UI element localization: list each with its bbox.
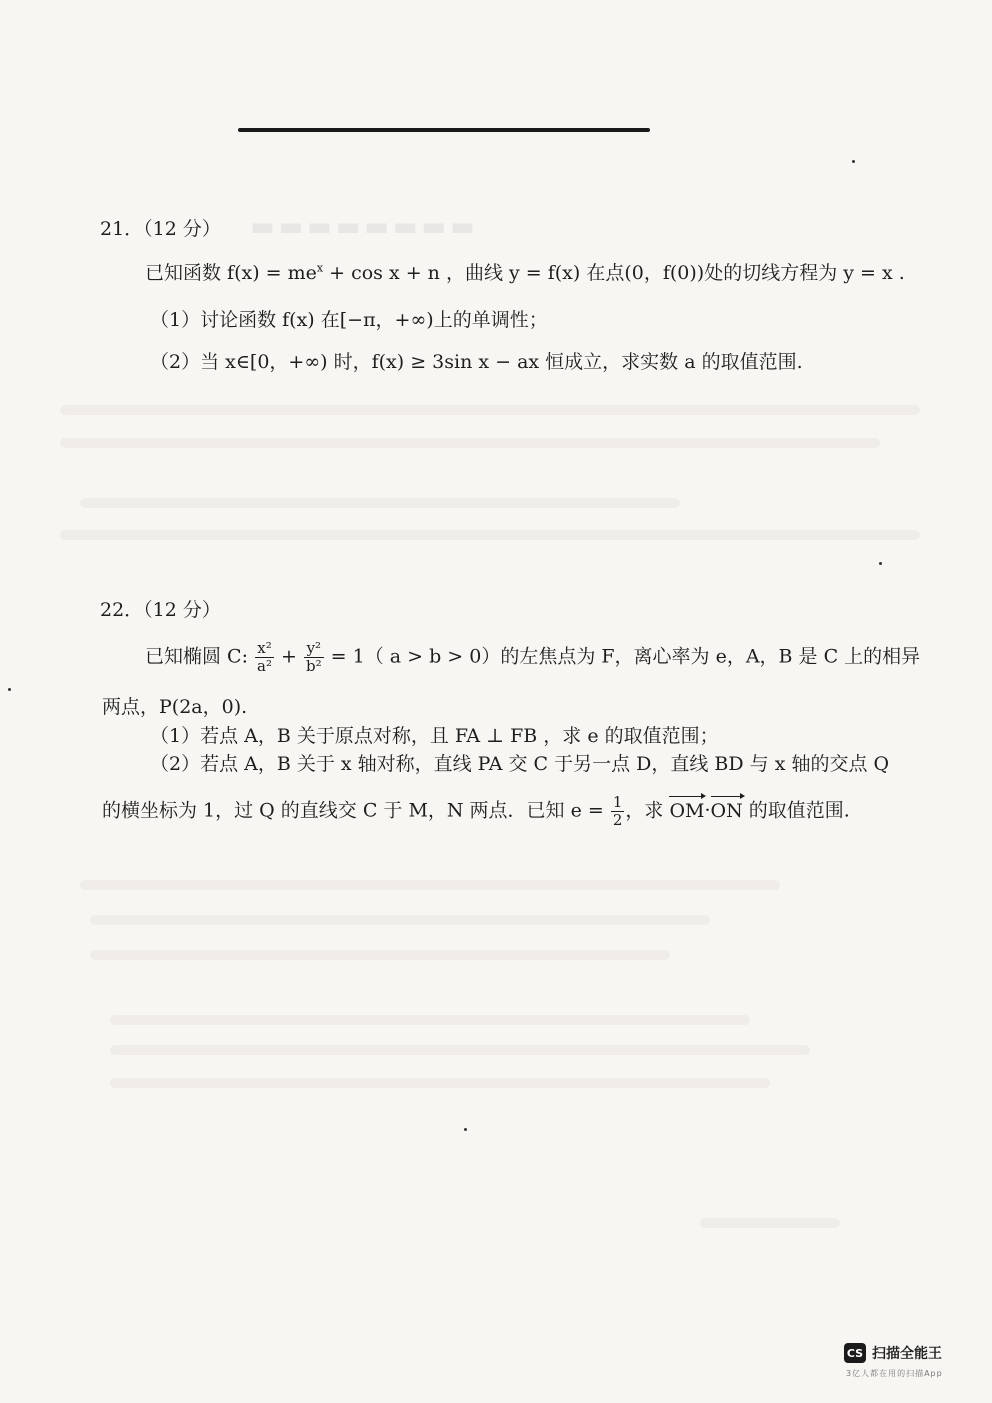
bleed-through-title: ▬▬▬▬▬▬▬▬ — [250, 212, 479, 242]
q22-part2-continued — [102, 794, 850, 829]
ellipse-x-fraction — [255, 640, 274, 675]
q21-part1: （1）讨论函数 f(x) 在[−π，+∞)上的单调性； — [150, 309, 548, 331]
bleed-through-line — [700, 1218, 840, 1228]
bleed-through-line — [110, 1015, 750, 1025]
q22-part1: （1）若点 A，B 关于原点对称，且 FA ⊥ FB ，求 e 的取值范围； — [150, 725, 719, 747]
q21-stem-text-a: 已知函数 f(x) = me — [145, 262, 317, 284]
vector-om: OM — [669, 799, 705, 822]
top-divider — [238, 128, 650, 132]
q21-part2: （2）当 x∈[0，+∞) 时，f(x) ≥ 3sin x − ax 恒成立，求实数 a 的取值范围. — [150, 351, 803, 373]
watermark-brand: 扫描全能王 — [872, 1346, 942, 1362]
fraction-denominator: a² — [257, 657, 272, 675]
bleed-through-line — [80, 498, 680, 508]
q22-part2-text-c: ，求 — [625, 799, 670, 822]
speck — [8, 688, 11, 691]
q22-stem — [145, 640, 920, 675]
q21-stem-text-b: + cos x + n ，曲线 y = f(x) 在点(0，f(0))处的切线方程为 y = x . — [323, 262, 905, 284]
fraction-numerator: x² — [255, 640, 274, 658]
speck — [464, 1128, 467, 1131]
scanner-watermark — [844, 1343, 942, 1363]
fraction-denominator: b² — [306, 657, 322, 675]
speck — [852, 160, 855, 163]
q22-part2-text-d: 的取值范围. — [742, 799, 850, 822]
bleed-through-line — [60, 530, 920, 540]
bleed-through-line — [110, 1078, 770, 1088]
q21-stem — [145, 260, 905, 286]
q22-stem-continued: 两点，P(2a，0). — [102, 696, 248, 718]
camscanner-logo-icon: CS — [844, 1343, 866, 1363]
q22-stem-text-b: = 1（ a > b > 0）的左焦点为 F，离心率为 e，A，B 是 C 上的相异 — [324, 645, 921, 668]
bleed-through-line — [110, 1045, 810, 1055]
q21-exponent: x — [316, 261, 324, 275]
vector-on: ON — [710, 799, 743, 822]
fraction-denominator: 2 — [612, 811, 623, 829]
bleed-through-line — [80, 880, 780, 890]
speck — [879, 562, 882, 565]
bleed-through-line — [60, 438, 880, 448]
plus-sign: + — [275, 645, 303, 668]
q22-number: 22．（12 分） — [100, 599, 221, 621]
ellipse-y-fraction — [304, 640, 324, 675]
bleed-through-line — [90, 915, 710, 925]
dot-product-sign: · — [704, 799, 711, 822]
q22-part2: （2）若点 A，B 关于 x 轴对称，直线 PA 交 C 于另一点 D，直线 BD 与 x 轴的交点 Q — [150, 753, 890, 775]
q22-part2-text-b: 的横坐标为 1，过 Q 的直线交 C 于 M，N 两点．已知 e = — [102, 799, 610, 822]
q22-stem-text-a: 已知椭圆 C: — [145, 645, 255, 668]
bleed-through-line — [60, 405, 920, 415]
eccentricity-fraction — [611, 794, 625, 829]
q21-number: 21．（12 分） — [100, 218, 221, 240]
watermark-tagline: 3亿人都在用的扫描App — [846, 1369, 943, 1378]
bleed-through-line — [90, 950, 670, 960]
fraction-numerator: y² — [304, 640, 324, 658]
fraction-numerator: 1 — [612, 793, 623, 811]
